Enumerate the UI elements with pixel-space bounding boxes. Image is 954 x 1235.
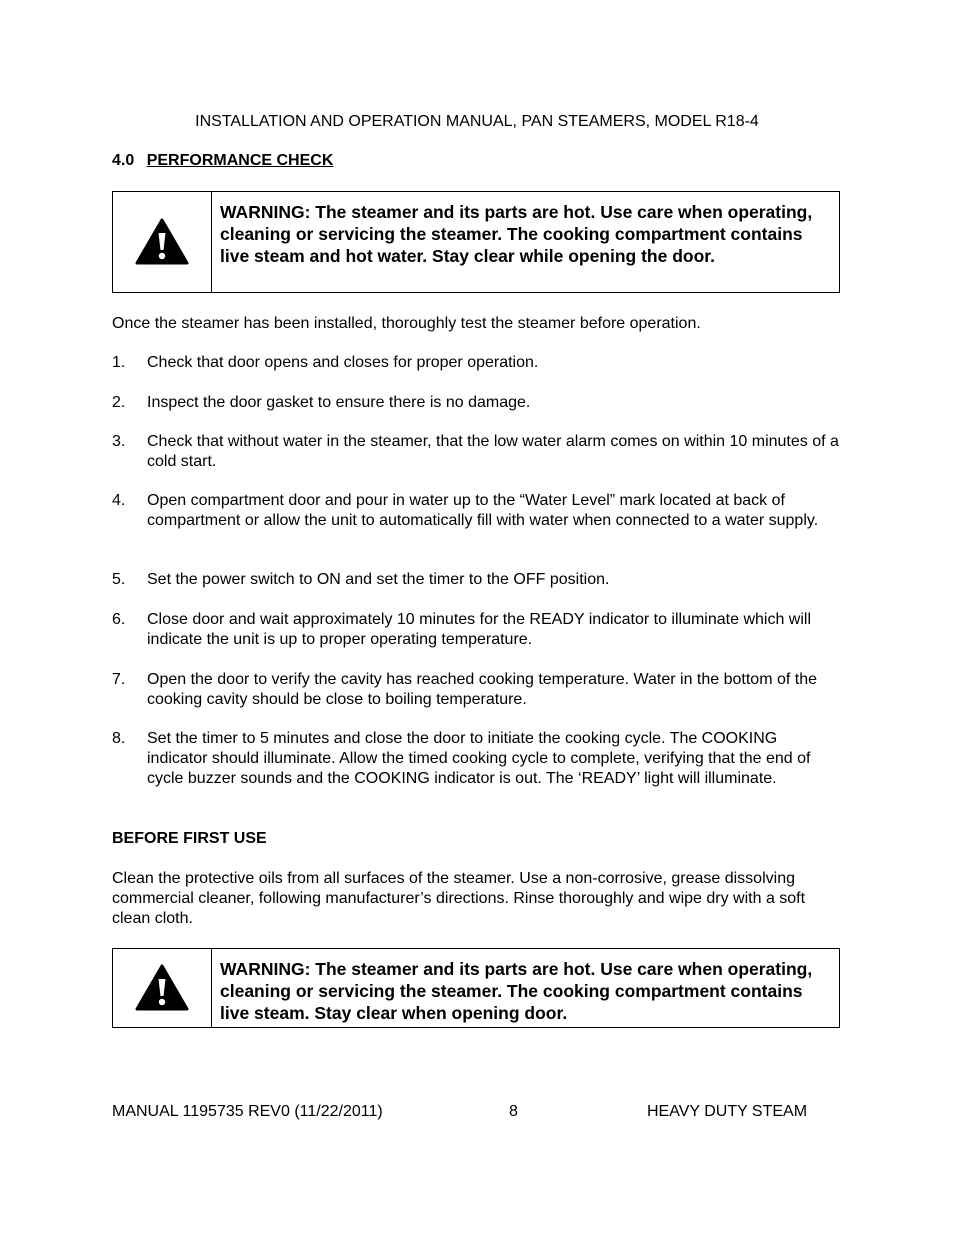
list-item — [112, 393, 842, 413]
warning-triangle-icon — [134, 963, 190, 1013]
section-heading — [112, 151, 333, 171]
warning-icon-cell — [113, 949, 212, 1027]
footer-brand: HEAVY DUTY STEAM — [647, 1103, 808, 1120]
page-header: INSTALLATION AND OPERATION MANUAL, PAN STEAMERS, MODEL R18-4 — [195, 113, 759, 130]
list-item-number: 3. — [112, 433, 126, 450]
list-item-text: Set the power switch to ON and set the timer to the OFF position. — [147, 571, 610, 588]
list-item-text: Check that door opens and closes for proper operation. — [147, 354, 539, 371]
list-item-number: 6. — [112, 611, 126, 628]
list-item — [112, 491, 842, 531]
footer-page-number: 8 — [509, 1103, 518, 1120]
list-item — [112, 729, 842, 789]
list-item — [112, 610, 842, 650]
list-item-number: 4. — [112, 492, 126, 509]
intro-paragraph: Once the steamer has been installed, thoroughly test the steamer before operation. — [112, 315, 701, 332]
warning-text: WARNING: The steamer and its parts are hot. Use care when operating, cleaning or servicing the steamer. The cooking compartment contains live steam. Stay clear when opening door. — [220, 959, 813, 1023]
list-item-text: Open the door to verify the cavity has reached cooking temperature. Water in the bottom of the cooking cavity should be close to boiling temperature. — [147, 671, 817, 708]
list-item-number: 1. — [112, 354, 126, 371]
list-item — [112, 432, 842, 472]
list-item-number: 8. — [112, 730, 126, 747]
section-title: PERFORMANCE CHECK — [146, 152, 334, 169]
list-item-text: Inspect the door gasket to ensure there is no damage. — [147, 394, 531, 411]
warning-triangle-icon — [134, 217, 190, 267]
list-item-text: Set the timer to 5 minutes and close the door to initiate the cooking cycle. The COOKING indicator should illuminate. Allow the timed cooking cycle to complete, verifying that the end of cycle buzzer sounds and the COOKING indicator is out. The ‘READY’ light will illuminate. — [147, 730, 811, 787]
warning-text: WARNING: The steamer and its parts are hot. Use care when operating, cleaning or servicing the steamer. The cooking compartment contains live steam and hot water. Stay clear while opening the door. — [220, 202, 813, 266]
before-first-use-paragraph: Clean the protective oils from all surfaces of the steamer. Use a non-corrosive, grease dissolving commercial cleaner, following manufacturer’s directions. Rinse thoroughly and wipe dry with a soft clean cloth. — [112, 870, 806, 927]
warning-box-1 — [112, 191, 840, 293]
warning-icon-cell — [113, 192, 212, 292]
list-item-text: Close door and wait approximately 10 minutes for the READY indicator to illuminate which will indicate the unit is up to proper operating temperature. — [147, 611, 812, 648]
before-first-use-heading: BEFORE FIRST USE — [112, 830, 267, 847]
list-item — [112, 353, 842, 373]
list-item-number: 7. — [112, 671, 126, 688]
list-item — [112, 670, 842, 710]
list-item-number: 5. — [112, 571, 126, 588]
footer-manual-number: MANUAL 1195735 REV0 (11/22/2011) — [112, 1103, 383, 1120]
list-item-text: Check that without water in the steamer, that the low water alarm comes on within 10 minutes of a cold start. — [147, 433, 839, 470]
list-item — [112, 570, 842, 590]
section-number: 4.0 — [112, 152, 135, 169]
list-item-text: Open compartment door and pour in water up to the “Water Level” mark located at back of compartment or allow the unit to automatically fill with water when connected to a water supply. — [147, 492, 819, 529]
list-item-number: 2. — [112, 394, 126, 411]
warning-box-2 — [112, 948, 840, 1028]
